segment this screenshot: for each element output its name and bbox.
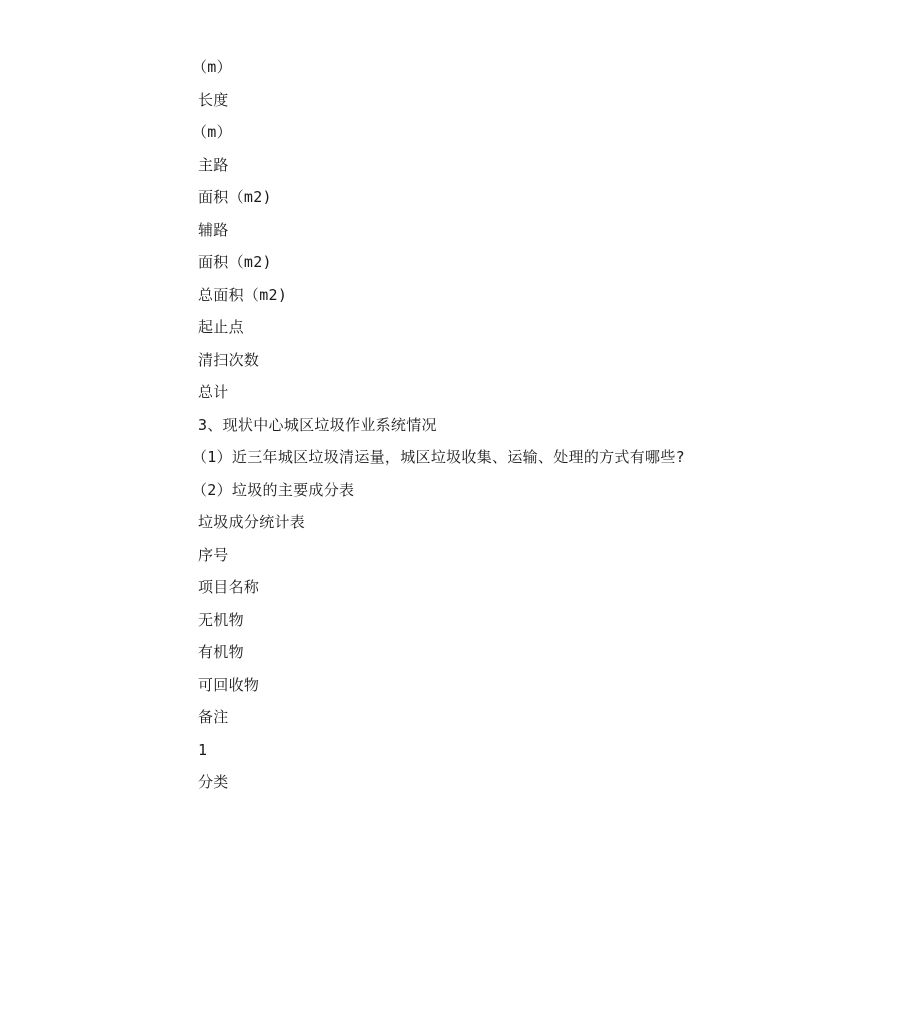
unit-label-m: （m） bbox=[192, 123, 232, 141]
area-label: 面积（m2) bbox=[198, 188, 272, 206]
length-label: 长度 bbox=[198, 90, 229, 109]
question-1: （1）近三年城区垃圾清运量，城区垃圾收集、运输、处理的方式有哪些? bbox=[192, 448, 685, 466]
column-header-index: 序号 bbox=[198, 545, 229, 564]
column-header-organic: 有机物 bbox=[198, 643, 244, 661]
section-heading: 3、现状中心城区垃圾作业系统情况 bbox=[198, 415, 437, 434]
total-area-label: 总面积（m2) bbox=[198, 285, 288, 304]
question-2: （2）垃圾的主要成分表 bbox=[192, 480, 355, 499]
main-road-label: 主路 bbox=[198, 155, 229, 174]
total-label: 总计 bbox=[198, 383, 229, 401]
row-category: 分类 bbox=[198, 773, 229, 791]
area-label: 面积（m2) bbox=[198, 253, 272, 271]
table-title: 垃圾成分统计表 bbox=[198, 513, 306, 531]
column-header-inorganic: 无机物 bbox=[198, 610, 244, 629]
side-road-label: 辅路 bbox=[198, 220, 229, 239]
start-end-label: 起止点 bbox=[198, 318, 244, 336]
sweep-count-label: 清扫次数 bbox=[198, 350, 260, 369]
document-body bbox=[192, 56, 685, 804]
row-index-1: 1 bbox=[198, 740, 208, 759]
unit-label-m: （m） bbox=[192, 58, 232, 76]
column-header-remarks: 备注 bbox=[198, 708, 229, 726]
column-header-recyclable: 可回收物 bbox=[198, 675, 260, 694]
column-header-item-name: 项目名称 bbox=[198, 578, 260, 596]
